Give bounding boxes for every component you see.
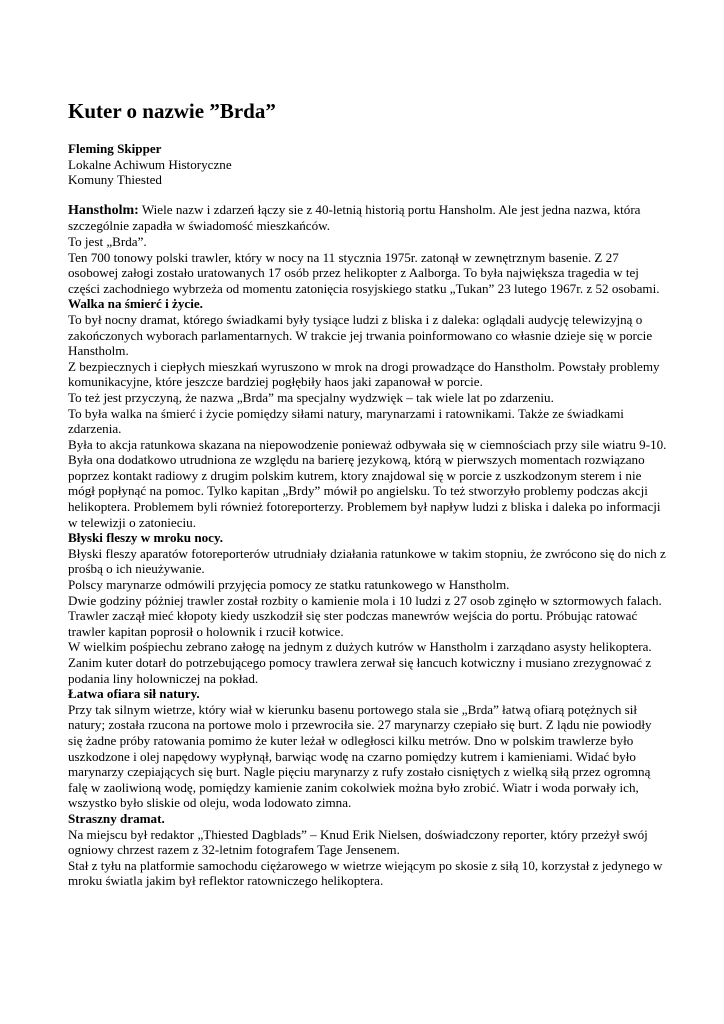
body-paragraph: To był nocny dramat, którego świadkami były tysiące ludzi z bliska i z daleka: oglądali audycję telewizyjną o zakończonych wyborach parlamentarnych. W trakcie jej trwania poinformowano co własnie dzieje się w porcie Hanstholm. — [68, 311, 653, 359]
body-paragraph: Stał z tyłu na platformie samochodu ciężarowego w wietrze wiejącym po skosie z siłą 10, korzystał z jedynego w mroku światla jakim był reflektor ratowniczego helikoptera. — [68, 857, 663, 889]
section-heading: Walka na śmierć i życie. — [68, 296, 203, 312]
body-paragraph: Była to akcja ratunkowa skazana na niepowodzenie ponieważ odbywała się w ciemnościach przy sile wiatru 9-10. Była ona dodatkowo utrudniona ze względu na barierę jezykową, którą w pierwszych momentach rozwiązano poprzez kontakt radiowy z drugim polskim kutrem, ktory znajdowal się w porcie z uszkodzonym sterem i nie mógł popłynąć na pomoc. Tylko kapitan „Brdy” mówił po angielsku. To też stworzyło problemy podczas akcji helikoptera. Problemem byli również fotoreporterzy. Problemem był napływ ludzi z bliska i daleka po informacji w telewizji o zatonieciu. — [68, 436, 667, 530]
body-paragraph: To jest „Brda”. — [68, 233, 147, 249]
body-paragraph: W wielkim pośpiechu zebrano załogę na jednym z dużych kutrów w Hanstholm i zarządano asysty helikoptera. Zanim kuter dotarł do potrzebującego pomocy trawlera zerwał się łancuch kotwiczny i musiano zrezygnować z podania liny holowniczej na pokład. — [68, 639, 652, 686]
affiliation-line-2: Komuny Thiested — [68, 172, 162, 188]
body-paragraph: To była walka na śmierć i życie pomiędzy siłami natury, marynarzami i ratownikami. Także ze świadkami zdarzenia. — [68, 405, 624, 437]
intro-paragraph — [68, 202, 668, 234]
author-block — [68, 141, 668, 188]
body-paragraph: Z bezpiecznych i ciepłych mieszkań wyruszono w mrok na drogi prowadzące do Hanstholm. Powstały problemy komunikacyjne, które jeszcze bardziej pogłębiły haos jaki zapanował w porcie. — [68, 358, 660, 390]
section-heading: Błyski fleszy w mroku nocy. — [68, 530, 224, 546]
document-page — [68, 98, 668, 889]
section-heading: Łatwa ofiara sił natury. — [68, 686, 200, 702]
body-paragraph: Polscy marynarze odmówili przyjęcia pomocy ze statku ratunkowego w Hanstholm. — [68, 577, 510, 593]
affiliation-line-1: Lokalne Achiwum Historyczne — [68, 156, 232, 172]
body-paragraph: Przy tak silnym wietrze, który wiał w kierunku basenu portowego stala sie „Brda” łatwą ofiarą potężnych sił natury; została rzucona na portowe molo i przewrociła sie. 27 marynarzy czepiało się burt. Z lądu nie powiodły się żadne próby ratowania pomimo że kuter leżał w odległosci kilku metrów. Dno w polskim trawlerze było uszkodzone i olej napędowy wypłynął, barwiąc wodę na czarno pomiędzy kutrem i kamieniami. Widać było marynarzy czepiających się burt. Nagle pięciu marynarzy z rufy zostało cisniętych z wielką siłą przez ogromną falę w zaoliwioną wodę, pomiędzy kamienie zanim cokolwiek można było zrobić. Wiatr i woda porwały ich, wszystko było sliskie od oleju, woda lodowato zimna. — [68, 701, 652, 811]
body-paragraph: Ten 700 tonowy polski trawler, który w nocy na 11 stycznia 1975r. zatonął w zewnętrznym basenie. Z 27 osobowej załogi zostało uratowanych 17 osób przez helikopter z Aalborga. To była największa tragedia w tej części zachodniego wybrzeża od momentu zatonięcia rosyjskiego statku „Tukan” 23 lutego 1967r. z 52 osobami. — [68, 249, 660, 296]
article-body — [68, 202, 668, 889]
body-paragraph: Dwie godziny póżniej trawler został rozbity o kamienie mola i 10 ludzi z 27 osob zginęło w sztormowych falach. — [68, 592, 662, 608]
body-paragraph: Błyski fleszy aparatów fotoreporterów utrudniały działania ratunkowe w takim stopniu, że zwrócono się do nich z prośbą o ich nieużywanie. — [68, 545, 666, 577]
body-paragraph: Trawler zaczął mieć kłopoty kiedy uszkodził się ster podczas manewrów wejścia do portu. Próbując ratować trawler kapitan poprosił o holownik i rzucił kotwice. — [68, 608, 638, 639]
author-name: Fleming Skipper — [68, 141, 162, 156]
intro-text: Wiele nazw i zdarzeń łączy sie z 40-letnią historią portu Hansholm. Ale jest jedna nazwa, która szczególnie zapadła w świadomość mieszkańców. — [68, 201, 641, 234]
dateline: Hanstholm: — [68, 202, 139, 218]
body-paragraph: Na miejscu był redaktor „Thiested Dagblads” – Knud Erik Nielsen, doświadczony reporter, który przeżył swój ogniowy chrzest razem z 32-letnim fotografem Tage Jensenem. — [68, 826, 648, 858]
section-heading: Straszny dramat. — [68, 810, 165, 826]
article-title: Kuter o nazwie ”Brda” — [68, 99, 276, 123]
body-paragraph: To też jest przyczyną, że nazwa „Brda” ma specjalny wydzwięk – tak wiele lat po zdarzeniu. — [68, 389, 554, 405]
